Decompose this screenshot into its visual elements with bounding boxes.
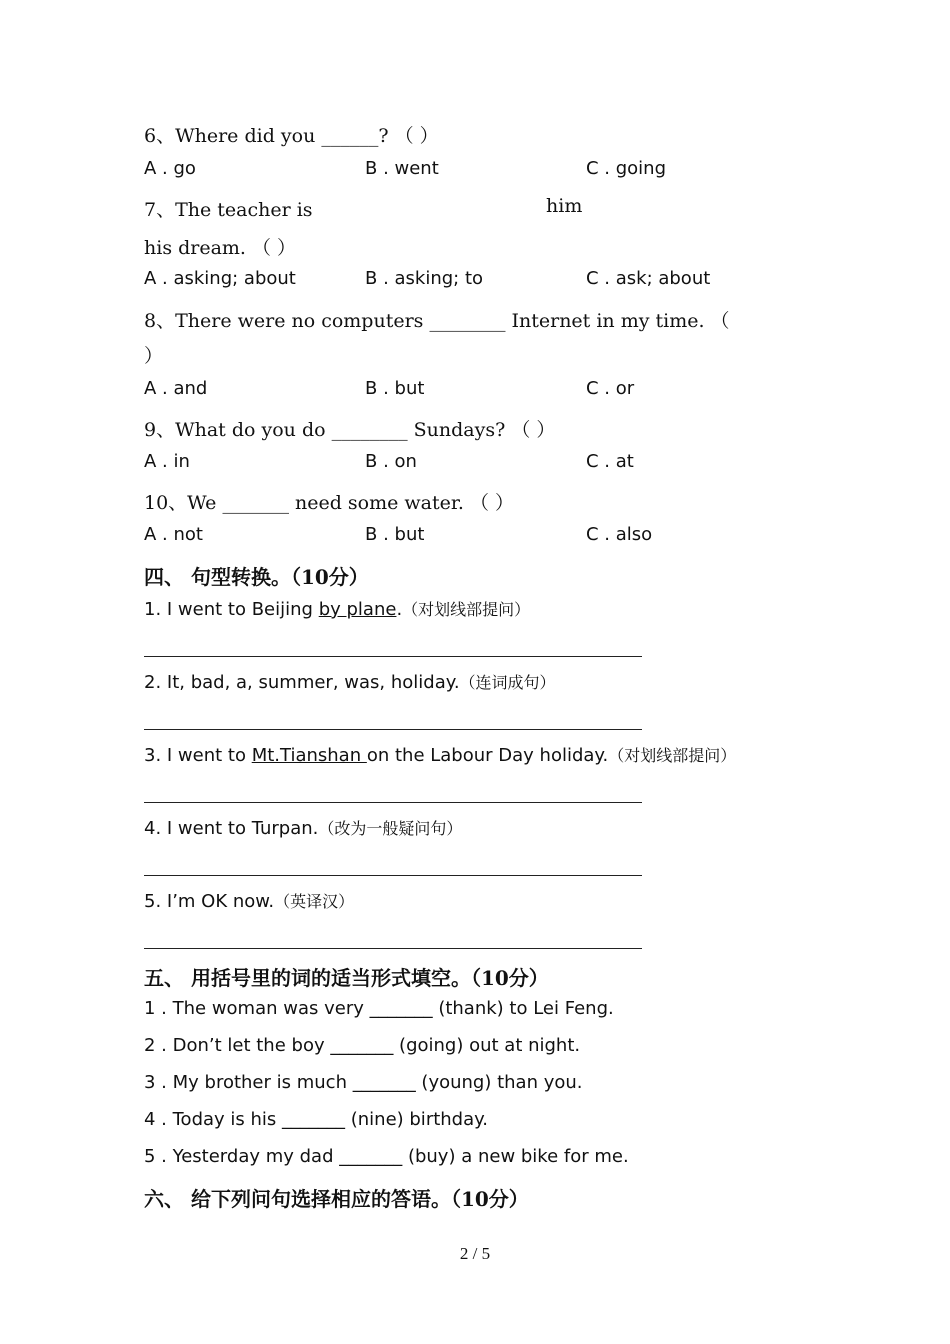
instruction-note: （英译汉）	[274, 892, 355, 911]
item-text: 5. I’m OK now.	[144, 891, 275, 912]
option-b: B . asking; to	[365, 268, 484, 289]
transform-item-1	[144, 597, 530, 620]
transform-item-2	[144, 670, 556, 693]
item-text: 4. I went to Turpan.	[144, 818, 319, 839]
underlined-phrase: by plane	[318, 599, 397, 620]
option-c: C . at	[586, 451, 634, 472]
fill-item-4: 4 . Today is his _______ (nine) birthday.	[144, 1109, 488, 1130]
question-9: 9、What do you do ________ Sundays? （ ）	[144, 419, 556, 441]
fill-item-3: 3 . My brother is much _______ (young) than you.	[144, 1072, 583, 1093]
instruction-note: （连词成句）	[459, 673, 556, 692]
question-8-bracket: ）	[144, 345, 164, 367]
transform-item-5	[144, 889, 354, 912]
option-c: C . or	[586, 378, 635, 399]
item-text-end: on the Labour Day holiday.	[366, 745, 609, 766]
fill-item-2: 2 . Don’t let the boy _______ (going) out at night.	[144, 1035, 581, 1056]
question-7-middle: him	[546, 195, 583, 217]
question-7-start: 7、The teacher is	[144, 199, 313, 221]
page-number: 2 / 5	[459, 1244, 491, 1263]
answer-line[interactable]	[144, 802, 642, 803]
item-text: 1. I went to Beijing	[144, 599, 319, 620]
question-6: 6、Where did you ______? （ ）	[144, 125, 439, 147]
answer-line[interactable]	[144, 948, 642, 949]
section-6-heading: 六、 给下列问句选择相应的答语。（10分）	[144, 1187, 529, 1211]
transform-item-3	[144, 743, 736, 766]
fill-item-5: 5 . Yesterday my dad _______ (buy) a new bike for me.	[144, 1146, 629, 1167]
question-7-end: his dream. （ ）	[144, 237, 297, 259]
option-a: A . not	[144, 524, 203, 545]
item-text-end: .	[396, 599, 403, 620]
underlined-phrase: Mt.Tianshan	[251, 745, 367, 766]
instruction-note: （对划线部提问）	[608, 746, 737, 765]
option-c: C . ask; about	[586, 268, 711, 289]
option-a: A . asking; about	[144, 268, 296, 289]
section-5-heading: 五、 用括号里的词的适当形式填空。（10分）	[144, 966, 549, 990]
option-a: A . go	[144, 158, 196, 179]
option-b: B . but	[365, 524, 425, 545]
item-text: 3. I went to	[144, 745, 252, 766]
option-c: C . also	[586, 524, 653, 545]
option-a: A . and	[144, 378, 208, 399]
option-b: B . went	[365, 158, 439, 179]
answer-line[interactable]	[144, 729, 642, 730]
instruction-note: （对划线部提问）	[402, 600, 531, 619]
answer-line[interactable]	[144, 656, 642, 657]
question-8: 8、There were no computers ________ Internet in my time. （	[144, 310, 730, 332]
question-10: 10、We _______ need some water. （ ）	[144, 492, 514, 514]
transform-item-4	[144, 816, 462, 839]
item-text: 2. It, bad, a, summer, was, holiday.	[144, 672, 460, 693]
option-c: C . going	[586, 158, 667, 179]
fill-item-1: 1 . The woman was very _______ (thank) to Lei Feng.	[144, 998, 614, 1019]
option-b: B . on	[365, 451, 417, 472]
option-b: B . but	[365, 378, 425, 399]
option-a: A . in	[144, 451, 190, 472]
instruction-note: （改为一般疑问句）	[318, 819, 463, 838]
answer-line[interactable]	[144, 875, 642, 876]
section-4-heading: 四、 句型转换。（10分）	[144, 565, 369, 589]
